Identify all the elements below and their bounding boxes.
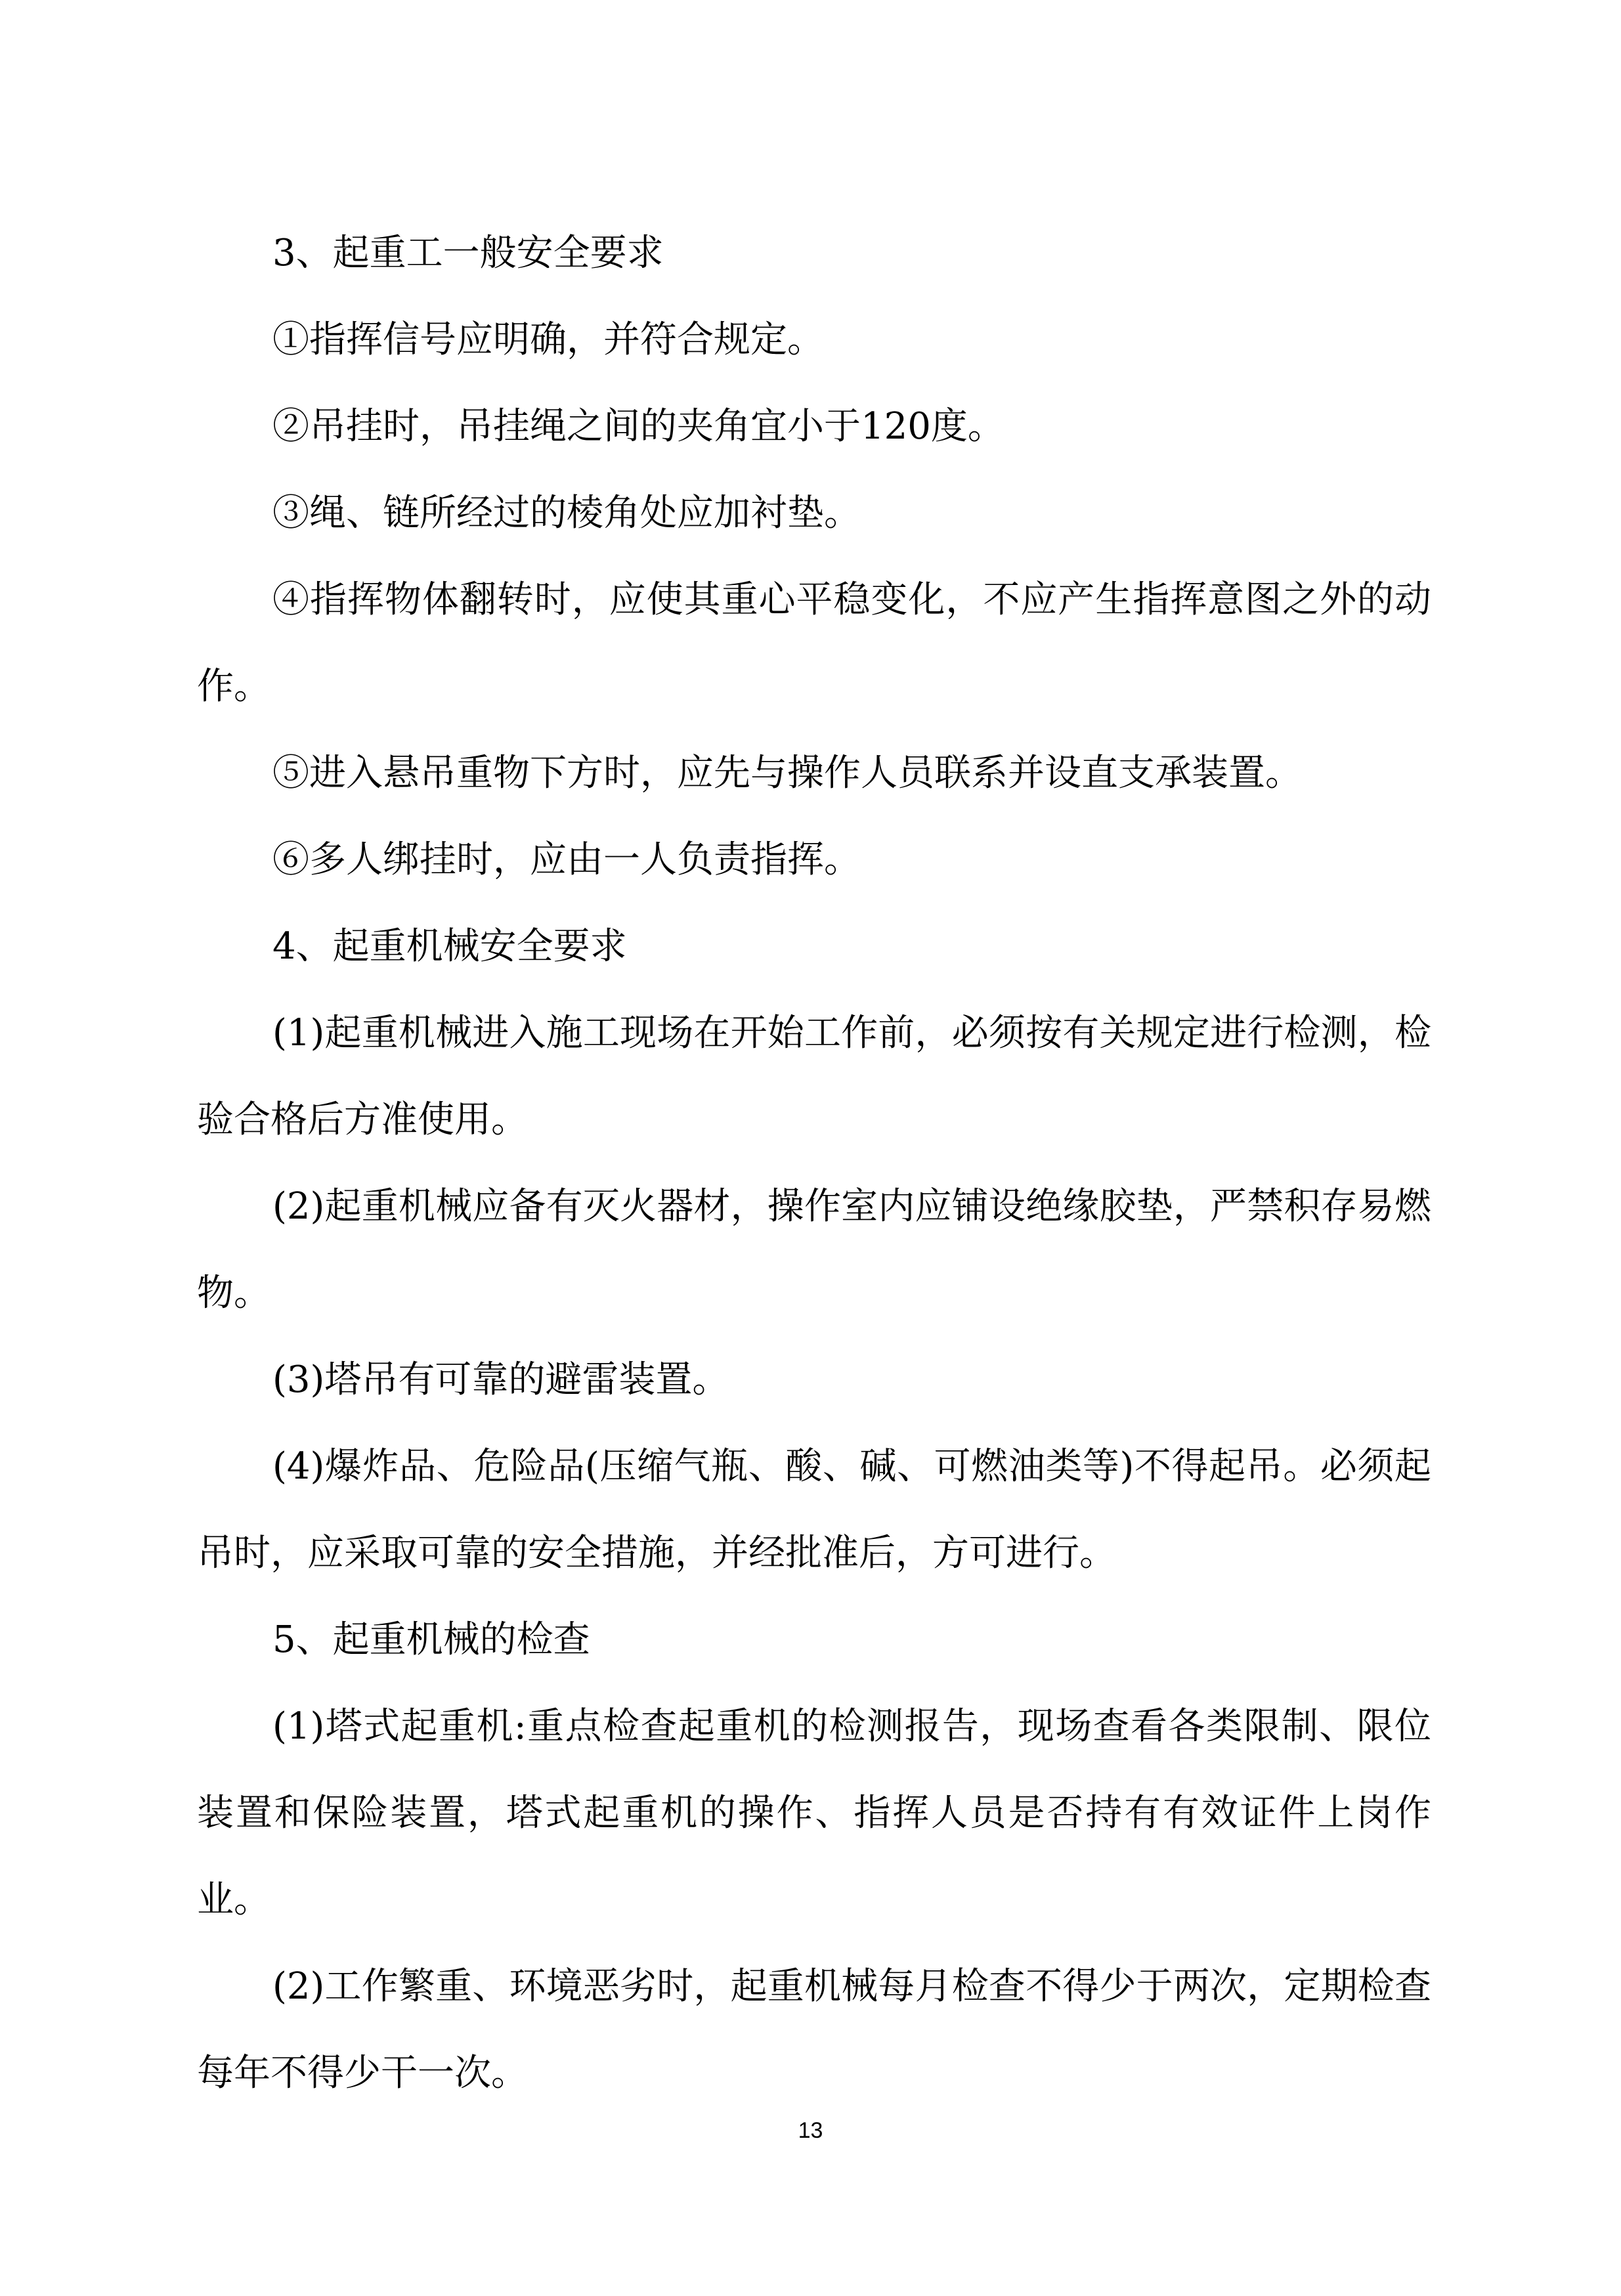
list-item: (2)起重机械应备有灭火器材，操作室内应铺设绝缘胶垫，严禁积存易燃物。 — [197, 1185, 1431, 1314]
list-item: ②吊挂时，吊挂绳之间的夹角宜小于120度。 — [272, 405, 1005, 448]
page-number: 13 — [798, 2118, 823, 2143]
list-item: (3)塔吊有可靠的避雷装置。 — [272, 1358, 729, 1401]
document-body — [197, 210, 1431, 2117]
section-heading-crane-inspection: 5、起重机械的检查 — [272, 1618, 590, 1661]
list-item: ⑥多人绑挂时，应由一人负责指挥。 — [272, 838, 861, 881]
list-item: ⑤进入悬吊重物下方时，应先与操作人员联系并设直支承装置。 — [272, 752, 1302, 794]
list-item: (2)工作繁重、环境恶劣时，起重机械每月检查不得少于两次，定期检查每年不得少干一次。 — [197, 1965, 1431, 2094]
list-item: (1)塔式起重机:重点检查起重机的检测报告，现场查看各类限制、限位装置和保险装置，塔式起重机的操作、指挥人员是否持有有效证件上岗作业。 — [197, 1705, 1431, 1921]
section-heading-crane-machinery-safety: 4、起重机械安全要求 — [272, 925, 627, 968]
section-heading-crane-worker-safety: 3、起重工一般安全要求 — [272, 232, 664, 274]
list-item: ③绳、链所经过的棱角处应加衬垫。 — [272, 492, 861, 534]
list-item: ④指挥物体翻转时，应使其重心平稳变化，不应产生指挥意图之外的动作。 — [197, 578, 1431, 708]
list-item: (4)爆炸品、危险品(压缩气瓶、酸、碱、可燃油类等)不得起吊。必须起吊时，应采取可靠的安全措施，并经批准后，方可进行。 — [197, 1445, 1431, 1574]
list-item: (1)起重机械进入施工现场在开始工作前，必须按有关规定进行检测，检验合格后方准使用。 — [197, 1012, 1431, 1141]
list-item: ①指挥信号应明确，并符合规定。 — [272, 318, 824, 361]
